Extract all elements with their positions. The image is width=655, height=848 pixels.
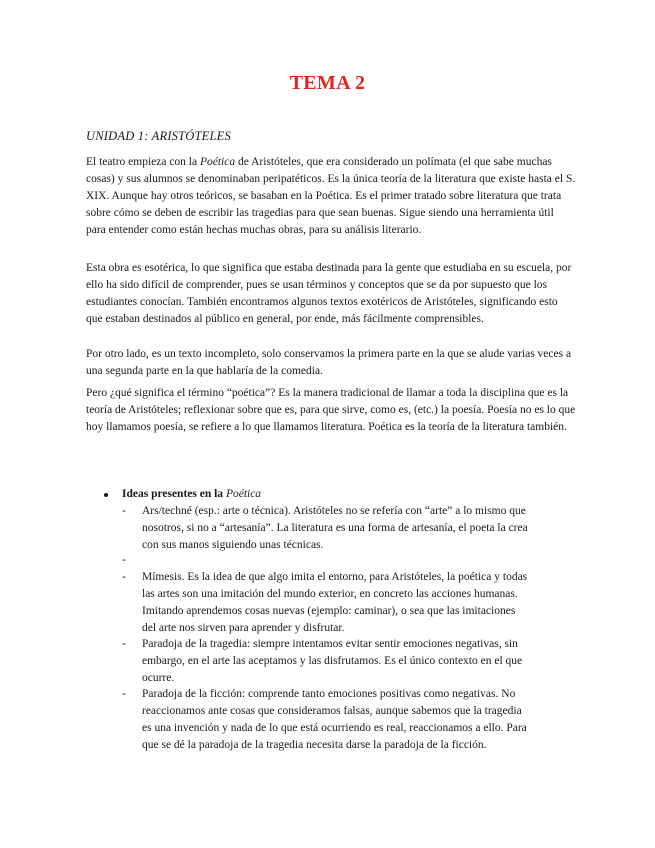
paragraph-incomplete: Por otro lado, es un texto incompleto, solo conservamos la primera parte en la que se alude varias veces a una segunda parte en la que hablaría de la comedia.: [86, 348, 572, 377]
sub-item-text: Ars/techné (esp.: arte o técnica). Aristóteles no se refería con “arte” a lo mismo que nosotros, si no a “artesanía”. La literatura es una forma de artesanía, el poeta la crea con sus manos siguiendo unas técnicas.: [142, 505, 528, 551]
paragraph-intro-pre: El teatro empieza con la: [86, 156, 200, 168]
bullet-heading: [122, 486, 261, 503]
dash-marker: -: [122, 688, 126, 700]
sub-item-text: Paradoja de la ficción: comprende tanto emociones positivas como negativas. No reaccionamos ante cosas que consideramos falsas, aunque sabemos que la tragedia es una invención y nada de lo que está ocurriendo es real, reaccionamos a ello. Para que se dé la paradoja de la tragedia necesita darse la paradoja de la ficción.: [142, 688, 527, 751]
bullet-heading-bold: Ideas presentes en la: [122, 488, 224, 500]
dash-marker: -: [122, 638, 126, 650]
bullet-heading-em: Poética: [225, 488, 262, 500]
paragraph-intro: [86, 154, 576, 239]
paragraph-intro-post: de Aristóteles, que era considerado un polímata (el que sabe muchas cosas) y sus alumnos se denominaban peripatéticos. Es la única teoría de la literatura que existe hasta el S. XIX. Aunque hay otros teóricos, se basaban en la Poética. Es el primer tratado sobre literatura que trata sobre cómo se deben de escribir las tragedias para que sean buenas. Sigue siendo una herramienta útil para entender como están hechas muchas obras, para su análisis literario.: [86, 156, 576, 236]
bullet-dot-icon: [104, 493, 108, 497]
sub-item-text: Paradoja de la tragedia: siempre intentamos evitar sentir emociones negativas, sin embargo, en el arte las aceptamos y las disfrutamos. Es el único contexto en el que ocurre.: [142, 638, 523, 684]
poetica-emphasis: Poética: [199, 156, 236, 168]
dash-marker: -: [122, 571, 126, 583]
paragraph-poetica-meaning: Pero ¿qué significa el término “poética”? Es la manera tradicional de llamar a toda la disciplina que es la teoría de Aristóteles; reflexionar sobre que es, para que sirve, como es, (etc.) la poesía. Poesía no es lo que hoy llamamos poesía, se refiere a lo que llamamos literatura. Poética es la teoría de la literatura también.: [86, 387, 576, 433]
dash-marker: -: [122, 554, 126, 566]
sub-item-text: Mímesis. Es la idea de que algo imita el entorno, para Aristóteles, la poética y todas las artes son una imitación del mundo exterior, en concreto las acciones humanas. Imitando aprendemos cosas nuevas (ejemplo: caminar), o sea que las imitaciones del arte nos sirven para aprender y disfrutar.: [142, 571, 528, 634]
page-title: TEMA 2: [289, 72, 366, 94]
unit-heading: UNIDAD 1: ARISTÓTELES: [86, 129, 231, 143]
dash-marker: -: [122, 505, 126, 517]
paragraph-esoteric: Esta obra es esotérica, lo que significa que estaba destinada para la gente que estudiaba en su escuela, por ello ha sido difícil de comprender, pues se usan términos y conceptos que se da por supuesto que los estudiantes conocían. También encontramos algunos textos exotéricos de Aristóteles, significando esto que estaban destinados al público en general, por ende, más fácilmente comprensibles.: [86, 262, 572, 325]
